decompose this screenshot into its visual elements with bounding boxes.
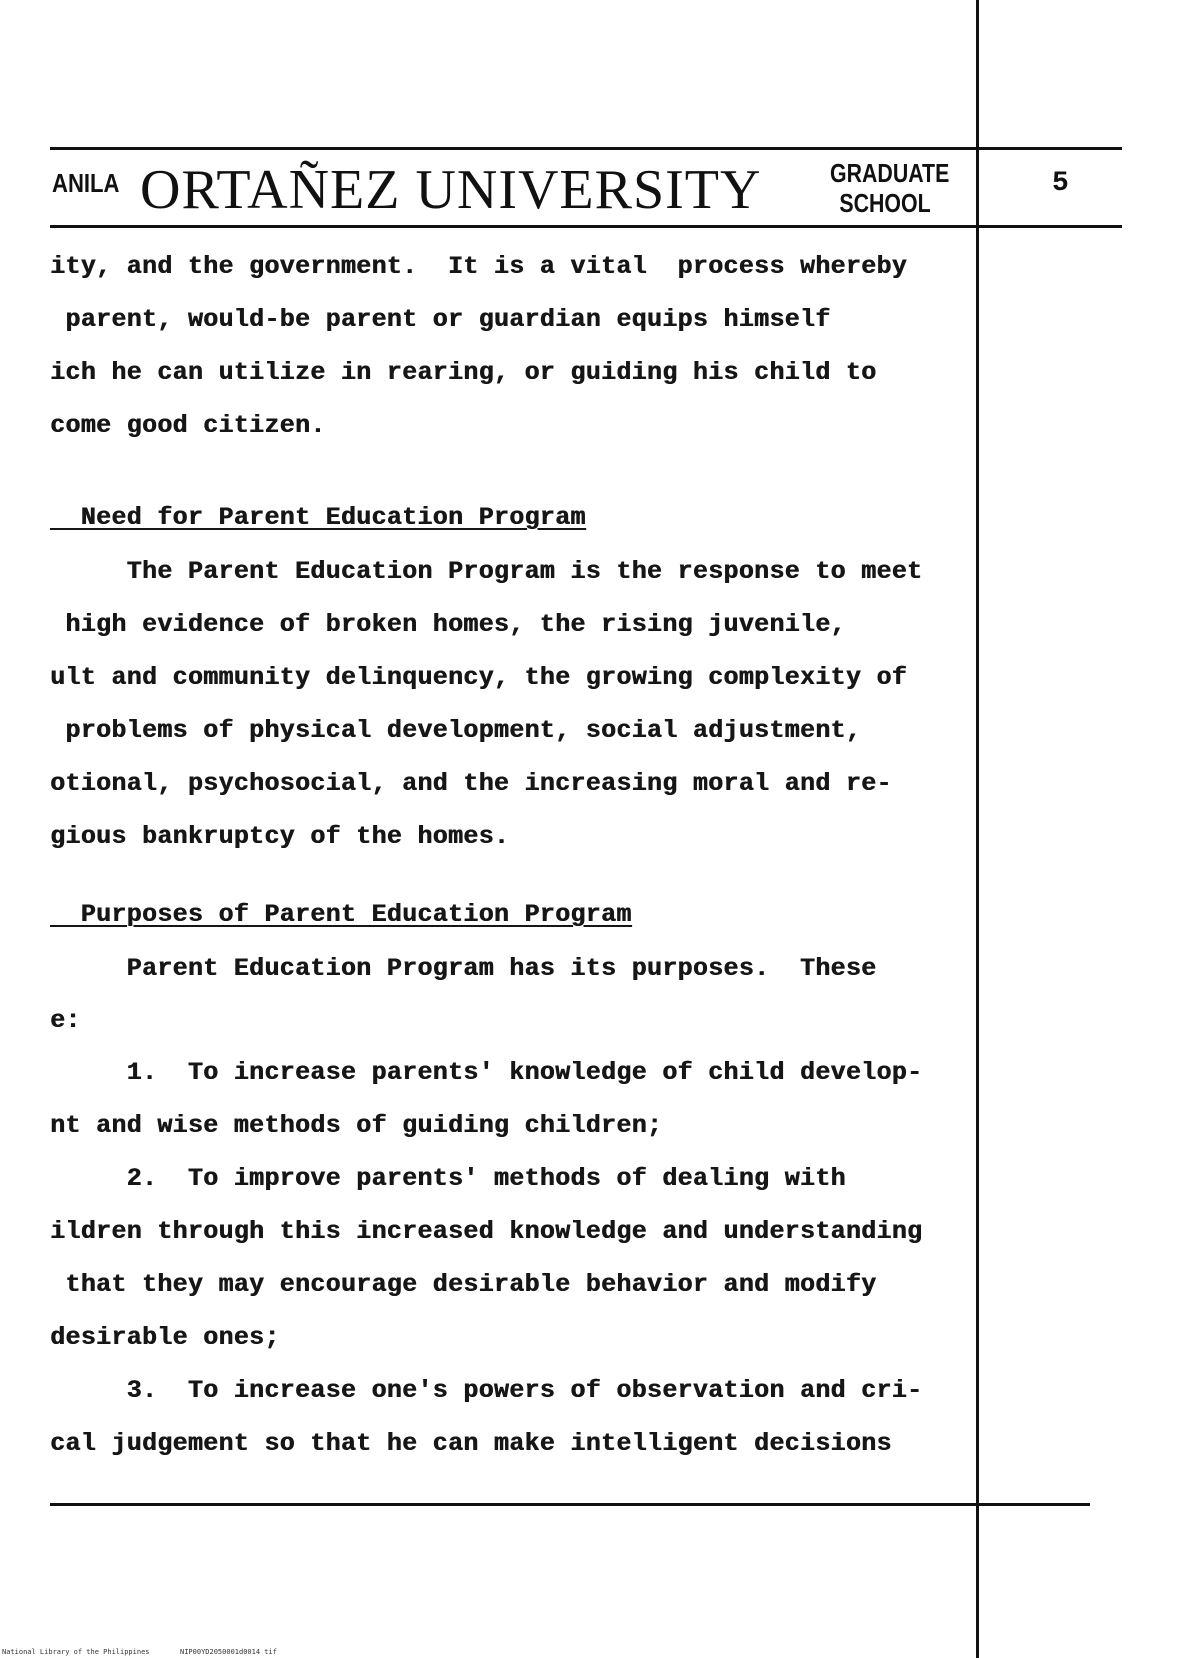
list-item-2: 2. To improve parents' methods of dealing with: [50, 1164, 846, 1193]
footer-filename: NIP00YD2050001d0014 tif: [180, 1648, 277, 1656]
header-prefix: ANILA: [52, 168, 120, 198]
text-line: e:: [50, 1006, 81, 1035]
text-line: otional, psychosocial, and the increasing moral and re-: [50, 769, 892, 798]
footer-rule: [50, 1503, 1090, 1506]
list-item-3: 3. To increase one's powers of observation and cri-: [50, 1376, 923, 1405]
section-heading-purposes: Purposes of Parent Education Program: [50, 900, 632, 929]
text-line: problems of physical development, social adjustment,: [50, 716, 862, 745]
text-line: high evidence of broken homes, the rising juvenile,: [50, 610, 846, 639]
text-line: ildren through this increased knowledge and understanding: [50, 1217, 923, 1246]
footer-source: National Library of the Philippines: [2, 1648, 150, 1656]
school-line-2: SCHOOL: [839, 188, 931, 218]
text-line: nt and wise methods of guiding children;: [50, 1111, 663, 1140]
text-line: that they may encourage desirable behavior and modify: [50, 1270, 877, 1299]
text-line: come good citizen.: [50, 411, 326, 440]
text-line: cal judgement so that he can make intelligent decisions: [50, 1429, 892, 1458]
text-line: gious bankruptcy of the homes.: [50, 822, 510, 851]
text-line: ity, and the government. It is a vital process whereby: [50, 252, 907, 281]
text-line: Parent Education Program has its purposes. These: [50, 954, 877, 983]
text-line: desirable ones;: [50, 1323, 280, 1352]
university-name: ORTAÑEZ UNIVERSITY: [140, 159, 762, 221]
text-line: ich he can utilize in rearing, or guiding his child to: [50, 358, 877, 387]
text-line: The Parent Education Program is the response to meet: [50, 557, 923, 586]
list-item-1: 1. To increase parents' knowledge of child develop-: [50, 1058, 923, 1087]
text-line: ult and community delinquency, the growing complexity of: [50, 663, 907, 692]
section-heading-need: Need for Parent Education Program: [50, 503, 586, 532]
school-line-1: GRADUATE: [830, 158, 950, 188]
text-line: parent, would-be parent or guardian equips himself: [50, 305, 831, 334]
right-margin-rule: [976, 0, 979, 1658]
page-number: 5: [1052, 168, 1069, 199]
